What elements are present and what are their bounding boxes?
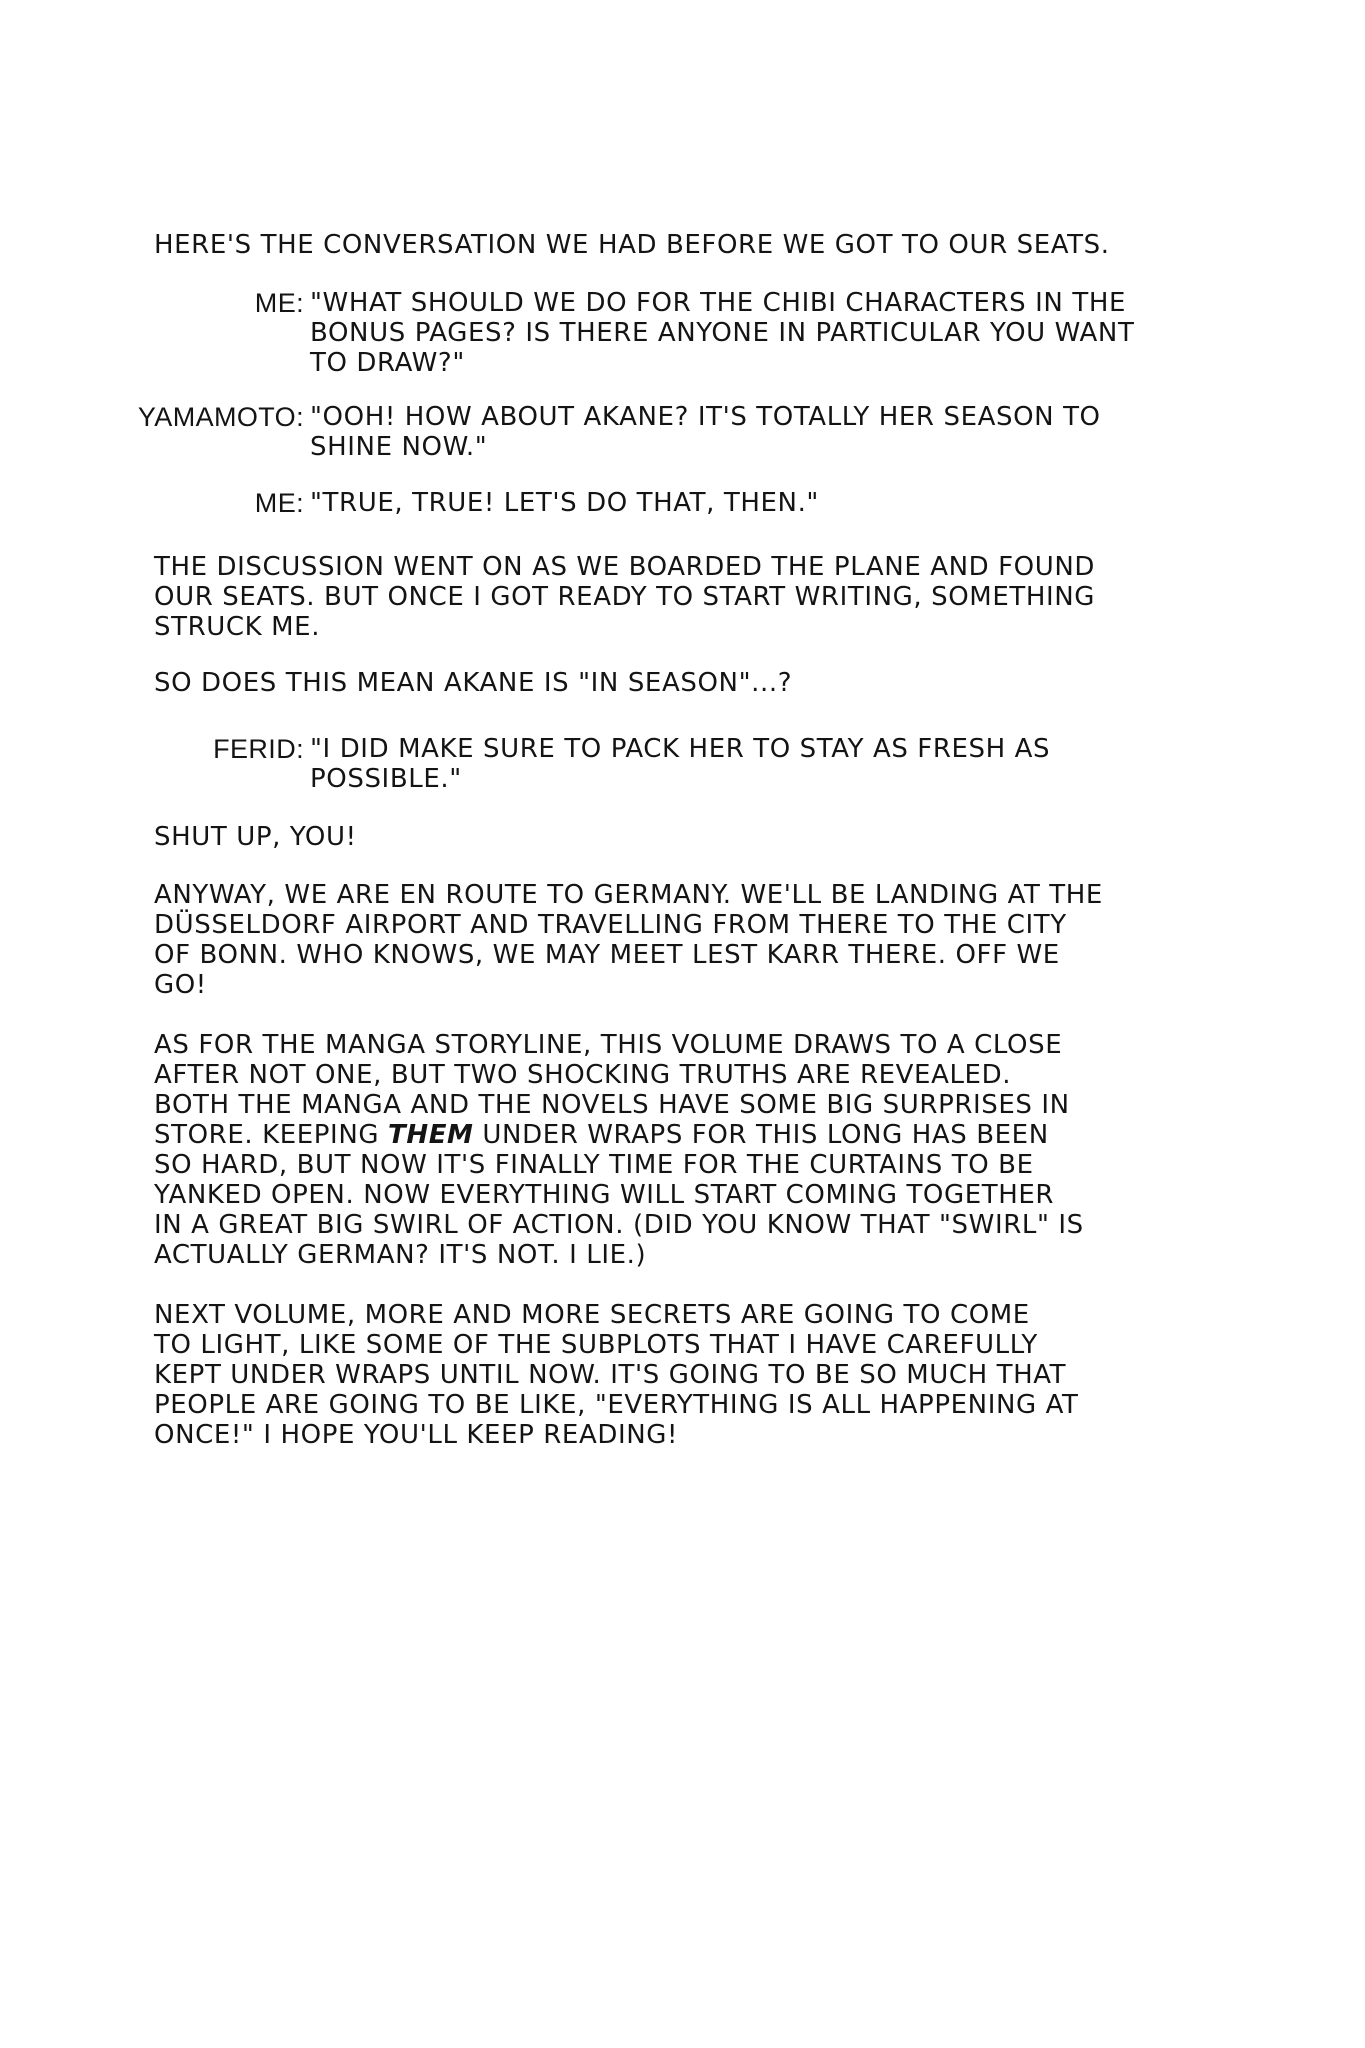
text-line: BOTH THE MANGA AND THE NOVELS HAVE SOME BIG SURPRISES IN bbox=[154, 1090, 1070, 1120]
text-line: STRUCK ME. bbox=[154, 612, 321, 642]
text-line: YANKED OPEN. NOW EVERYTHING WILL START COMING TOGETHER bbox=[154, 1180, 1055, 1210]
text-line: SO HARD, BUT NOW IT'S FINALLY TIME FOR THE CURTAINS TO BE bbox=[154, 1150, 1034, 1180]
speaker-label: ME: bbox=[254, 288, 304, 318]
text-line: "I DID MAKE SURE TO PACK HER TO STAY AS FRESH AS bbox=[310, 734, 1051, 764]
speaker-label: YAMAMOTO: bbox=[137, 402, 304, 432]
text-line: OF BONN. WHO KNOWS, WE MAY MEET LEST KARR THERE. OFF WE bbox=[154, 940, 1060, 970]
text-line: TO LIGHT, LIKE SOME OF THE SUBPLOTS THAT I HAVE CAREFULLY bbox=[154, 1330, 1038, 1360]
text-line: DÜSSELDORF AIRPORT AND TRAVELLING FROM THERE TO THE CITY bbox=[154, 910, 1067, 940]
text-line: ANYWAY, WE ARE EN ROUTE TO GERMANY. WE'LL BE LANDING AT THE bbox=[154, 880, 1103, 910]
text-line: "TRUE, TRUE! LET'S DO THAT, THEN." bbox=[310, 488, 819, 518]
text-line: "OOH! HOW ABOUT AKANE? IT'S TOTALLY HER SEASON TO bbox=[310, 402, 1101, 432]
text-segment: UNDER WRAPS FOR THIS LONG HAS BEEN bbox=[473, 1120, 1049, 1150]
text-line: HERE'S THE CONVERSATION WE HAD BEFORE WE GOT TO OUR SEATS. bbox=[154, 230, 1110, 260]
paragraph-shut-up bbox=[154, 822, 357, 852]
text-line: IN A GREAT BIG SWIRL OF ACTION. (DID YOU KNOW THAT "SWIRL" IS bbox=[154, 1210, 1084, 1240]
paragraph-next-volume bbox=[154, 1300, 1078, 1450]
dialog-quote bbox=[310, 402, 1101, 462]
paragraph-discussion bbox=[154, 552, 1095, 642]
text-line: SO DOES THIS MEAN AKANE IS "IN SEASON"...? bbox=[154, 668, 793, 698]
text-line: SHINE NOW." bbox=[310, 432, 488, 462]
text-line: BONUS PAGES? IS THERE ANYONE IN PARTICULAR YOU WANT bbox=[310, 318, 1135, 348]
text-line bbox=[154, 1120, 1084, 1150]
text-line: PEOPLE ARE GOING TO BE LIKE, "EVERYTHING IS ALL HAPPENING AT bbox=[154, 1390, 1079, 1420]
emphasized-word: THEM bbox=[388, 1120, 474, 1150]
intro-paragraph bbox=[154, 230, 1110, 260]
text-line: AFTER NOT ONE, BUT TWO SHOCKING TRUTHS ARE REVEALED. bbox=[154, 1060, 1012, 1090]
text-line: KEPT UNDER WRAPS UNTIL NOW. IT'S GOING TO BE SO MUCH THAT bbox=[154, 1360, 1067, 1390]
paragraph-germany bbox=[154, 880, 1103, 1000]
speaker-label: FERID: bbox=[213, 734, 304, 764]
text-line: POSSIBLE." bbox=[310, 764, 462, 794]
text-line: ONCE!" I HOPE YOU'LL KEEP READING! bbox=[154, 1420, 679, 1450]
text-line: GO! bbox=[154, 970, 207, 1000]
paragraph-storyline bbox=[154, 1030, 1084, 1270]
text-line: AS FOR THE MANGA STORYLINE, THIS VOLUME DRAWS TO A CLOSE bbox=[154, 1030, 1063, 1060]
text-line: TO DRAW?" bbox=[310, 348, 465, 378]
paragraph-in-season bbox=[154, 668, 792, 698]
dialog-quote bbox=[310, 734, 1050, 794]
text-line: SHUT UP, YOU! bbox=[154, 822, 357, 852]
dialog-quote bbox=[310, 288, 1134, 378]
text-line: THE DISCUSSION WENT ON AS WE BOARDED THE PLANE AND FOUND bbox=[154, 552, 1096, 582]
text-line: NEXT VOLUME, MORE AND MORE SECRETS ARE GOING TO COME bbox=[154, 1300, 1030, 1330]
text-line: ACTUALLY GERMAN? IT'S NOT. I LIE.) bbox=[154, 1240, 647, 1270]
text-line: OUR SEATS. BUT ONCE I GOT READY TO START WRITING, SOMETHING bbox=[154, 582, 1096, 612]
speaker-label: ME: bbox=[254, 488, 304, 518]
text-line: "WHAT SHOULD WE DO FOR THE CHIBI CHARACTERS IN THE bbox=[310, 288, 1126, 318]
dialog-quote bbox=[310, 488, 819, 518]
text-segment: STORE. KEEPING bbox=[154, 1120, 388, 1150]
